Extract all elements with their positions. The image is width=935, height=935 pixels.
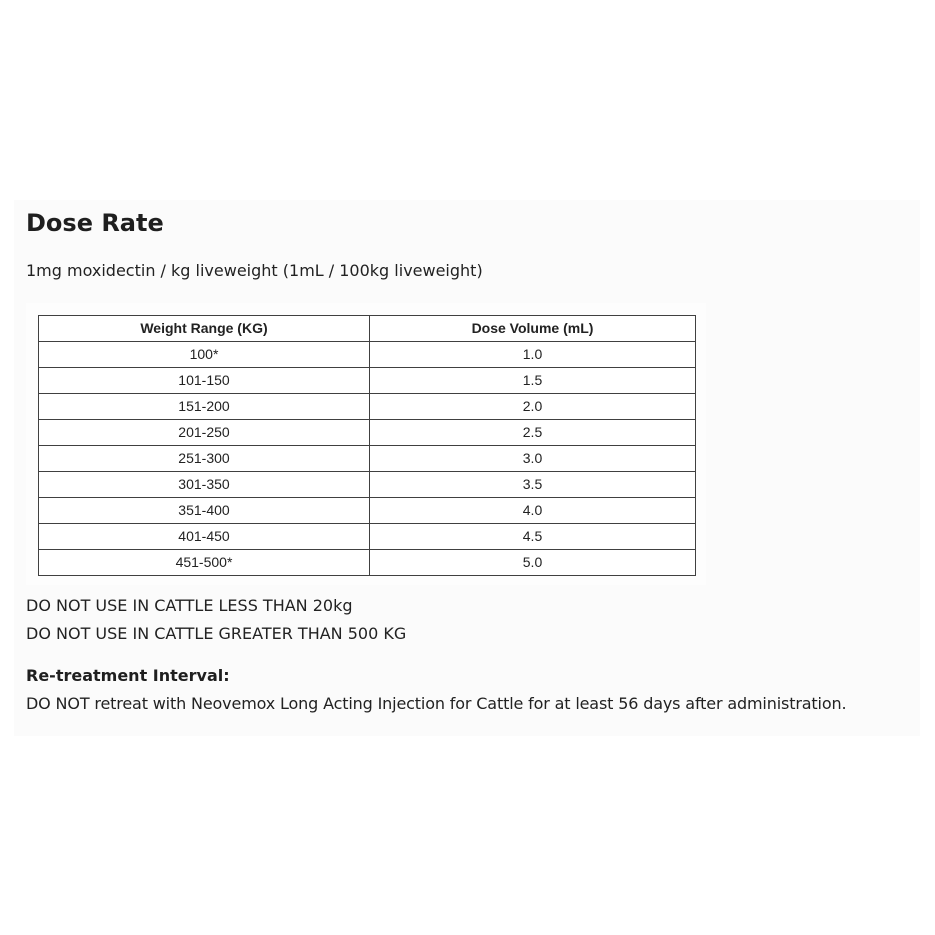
- dose-volume-cell: 2.5: [370, 420, 696, 446]
- table-row: [39, 394, 696, 420]
- weight-range-cell: 201-250: [39, 420, 370, 446]
- dose-table: [38, 315, 696, 576]
- table-header-row: [39, 316, 696, 342]
- weight-range-cell: 301-350: [39, 472, 370, 498]
- retreatment-heading: Re-treatment Interval:: [26, 666, 230, 685]
- table-row: [39, 342, 696, 368]
- dose-volume-cell: 4.0: [370, 498, 696, 524]
- warning-max-weight: DO NOT USE IN CATTLE GREATER THAN 500 KG: [26, 624, 407, 643]
- dose-volume-header: Dose Volume (mL): [370, 316, 696, 342]
- weight-range-cell: 151-200: [39, 394, 370, 420]
- table-row: [39, 446, 696, 472]
- weight-range-cell: 351-400: [39, 498, 370, 524]
- dose-volume-cell: 5.0: [370, 550, 696, 576]
- table-row: [39, 550, 696, 576]
- dose-volume-cell: 2.0: [370, 394, 696, 420]
- dose-volume-cell: 4.5: [370, 524, 696, 550]
- retreatment-text: DO NOT retreat with Neovemox Long Acting Injection for Cattle for at least 56 days after administration.: [26, 694, 847, 713]
- weight-range-header: Weight Range (KG): [39, 316, 370, 342]
- dose-volume-cell: 1.5: [370, 368, 696, 394]
- weight-range-cell: 101-150: [39, 368, 370, 394]
- weight-range-cell: 251-300: [39, 446, 370, 472]
- dose-volume-cell: 1.0: [370, 342, 696, 368]
- table-row: [39, 368, 696, 394]
- warning-min-weight: DO NOT USE IN CATTLE LESS THAN 20kg: [26, 596, 353, 615]
- page-title: Dose Rate: [26, 209, 164, 237]
- weight-range-cell: 451-500*: [39, 550, 370, 576]
- table-row: [39, 498, 696, 524]
- table-row: [39, 524, 696, 550]
- table-row: [39, 472, 696, 498]
- dose-volume-cell: 3.0: [370, 446, 696, 472]
- dose-volume-cell: 3.5: [370, 472, 696, 498]
- weight-range-cell: 401-450: [39, 524, 370, 550]
- weight-range-cell: 100*: [39, 342, 370, 368]
- table-row: [39, 420, 696, 446]
- dose-rate-text: 1mg moxidectin / kg liveweight (1mL / 100kg liveweight): [26, 261, 483, 280]
